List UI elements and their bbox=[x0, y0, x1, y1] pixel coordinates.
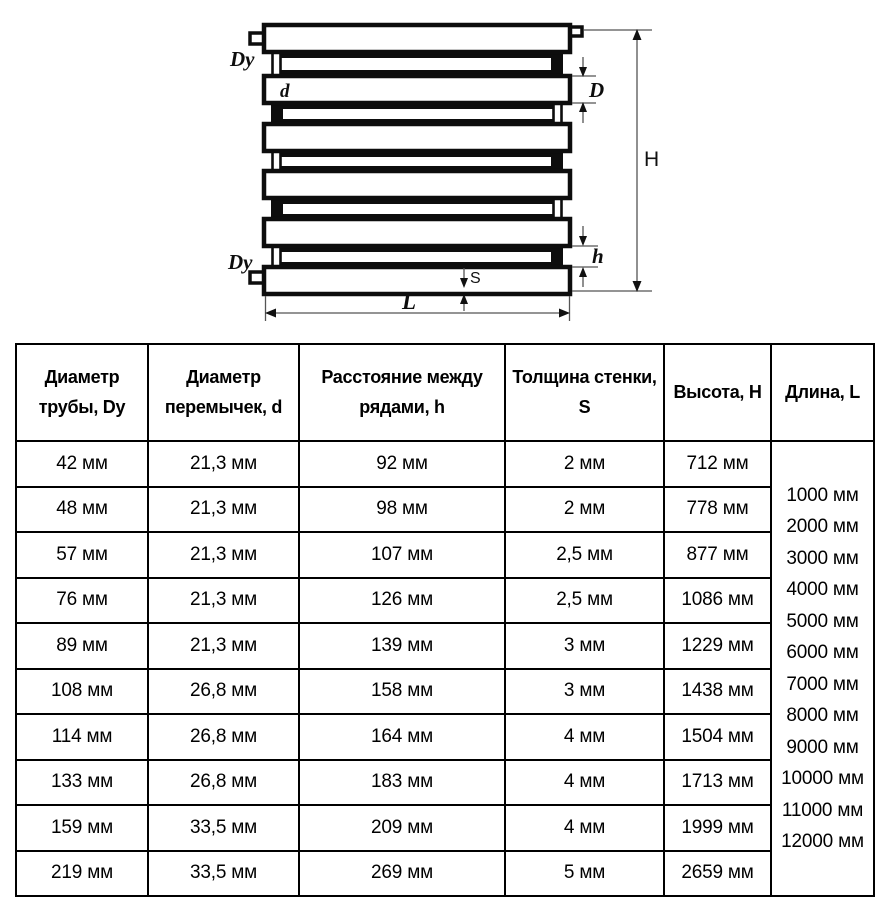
table-row bbox=[16, 851, 874, 897]
table-cell: 4 мм bbox=[505, 760, 664, 806]
header-height: Высота, H bbox=[664, 344, 771, 441]
tube-row bbox=[277, 155, 557, 168]
table-row bbox=[16, 441, 874, 487]
length-value: 4000 мм bbox=[786, 579, 859, 600]
length-column-cell bbox=[771, 441, 874, 896]
register-diagram bbox=[0, 0, 888, 338]
table-row bbox=[16, 805, 874, 851]
table-cell: 33,5 мм bbox=[148, 805, 299, 851]
table-cell: 42 мм bbox=[16, 441, 148, 487]
label-h: h bbox=[592, 244, 604, 268]
table-cell: 1229 мм bbox=[664, 623, 771, 669]
table-cell: 1504 мм bbox=[664, 714, 771, 760]
length-value: 3000 мм bbox=[786, 547, 859, 569]
table-body bbox=[16, 441, 874, 896]
table-cell: 133 мм bbox=[16, 760, 148, 806]
tube-row bbox=[264, 76, 570, 103]
table-cell: 3 мм bbox=[505, 623, 664, 669]
table-cell: 159 мм bbox=[16, 805, 148, 851]
label-L: L bbox=[402, 289, 417, 314]
header-row-spacing: Расстояние между рядами, h bbox=[299, 344, 505, 441]
length-value: 2000 мм bbox=[786, 516, 859, 537]
header-length: Длина, L bbox=[771, 344, 874, 441]
header-jumper-diameter: Диаметр перемычек, d bbox=[148, 344, 299, 441]
table-cell: 2,5 мм bbox=[505, 578, 664, 624]
label-H: H bbox=[644, 148, 660, 171]
tube-row bbox=[277, 250, 557, 264]
length-value: 9000 мм bbox=[786, 736, 859, 758]
label-dy-bottom: Dy bbox=[228, 250, 253, 274]
table-cell: 158 мм bbox=[299, 669, 505, 715]
table-cell: 21,3 мм bbox=[148, 578, 299, 624]
table-cell: 219 мм bbox=[16, 851, 148, 897]
table-cell: 712 мм bbox=[664, 441, 771, 487]
header-wall-thickness: Толщина стенки, S bbox=[505, 344, 664, 441]
table-cell: 778 мм bbox=[664, 487, 771, 533]
table-row bbox=[16, 578, 874, 624]
table-cell: 1438 мм bbox=[664, 669, 771, 715]
table-cell: 183 мм bbox=[299, 760, 505, 806]
table-cell: 164 мм bbox=[299, 714, 505, 760]
label-S: S bbox=[470, 270, 481, 287]
tube-row bbox=[277, 56, 557, 72]
table-cell: 92 мм bbox=[299, 441, 505, 487]
length-value: 8000 мм bbox=[786, 705, 859, 726]
length-value: 10000 мм bbox=[781, 768, 864, 789]
length-value: 5000 мм bbox=[786, 610, 859, 632]
table-cell: 2 мм bbox=[505, 487, 664, 533]
header-pipe-diameter: Диаметр трубы, Dy bbox=[16, 344, 148, 441]
spec-table-header bbox=[16, 344, 874, 441]
length-value: 7000 мм bbox=[786, 673, 859, 695]
length-value: 1000 мм bbox=[786, 484, 859, 506]
table-cell: 26,8 мм bbox=[148, 760, 299, 806]
table-cell: 98 мм bbox=[299, 487, 505, 533]
table-row bbox=[16, 532, 874, 578]
table-cell: 26,8 мм bbox=[148, 669, 299, 715]
table-cell: 21,3 мм bbox=[148, 532, 299, 578]
table-cell: 126 мм bbox=[299, 578, 505, 624]
table-cell: 33,5 мм bbox=[148, 851, 299, 897]
table-cell: 57 мм bbox=[16, 532, 148, 578]
table-row bbox=[16, 714, 874, 760]
length-value: 6000 мм bbox=[786, 642, 859, 663]
table-cell: 76 мм bbox=[16, 578, 148, 624]
table-row bbox=[16, 669, 874, 715]
table-cell: 2 мм bbox=[505, 441, 664, 487]
tube-row bbox=[264, 267, 570, 294]
table-cell: 4 мм bbox=[505, 805, 664, 851]
table-cell: 1999 мм bbox=[664, 805, 771, 851]
length-value: 11000 мм bbox=[781, 799, 864, 821]
table-cell: 107 мм bbox=[299, 532, 505, 578]
table-cell: 3 мм bbox=[505, 669, 664, 715]
table-row bbox=[16, 760, 874, 806]
table-cell: 139 мм bbox=[299, 623, 505, 669]
tube-row bbox=[264, 171, 570, 198]
label-D: D bbox=[589, 78, 605, 102]
register-drawing-svg bbox=[0, 0, 888, 338]
tube-row bbox=[264, 124, 570, 151]
table-cell: 877 мм bbox=[664, 532, 771, 578]
table-cell: 48 мм bbox=[16, 487, 148, 533]
table-cell: 21,3 мм bbox=[148, 487, 299, 533]
table-cell: 89 мм bbox=[16, 623, 148, 669]
table-cell: 209 мм bbox=[299, 805, 505, 851]
table-cell: 114 мм bbox=[16, 714, 148, 760]
table-cell: 26,8 мм bbox=[148, 714, 299, 760]
tube-row bbox=[277, 107, 557, 121]
table-cell: 4 мм bbox=[505, 714, 664, 760]
table-row bbox=[16, 487, 874, 533]
table-cell: 1086 мм bbox=[664, 578, 771, 624]
label-dy-top: Dy bbox=[230, 47, 255, 71]
header-row bbox=[16, 344, 874, 441]
label-d: d bbox=[280, 81, 290, 102]
table-cell: 108 мм bbox=[16, 669, 148, 715]
tube-row bbox=[277, 202, 557, 216]
table-cell: 2659 мм bbox=[664, 851, 771, 897]
table-cell: 21,3 мм bbox=[148, 441, 299, 487]
tube-row bbox=[264, 25, 570, 52]
length-value: 12000 мм bbox=[781, 831, 864, 852]
tube-row bbox=[264, 219, 570, 246]
table-cell: 2,5 мм bbox=[505, 532, 664, 578]
table-cell: 1713 мм bbox=[664, 760, 771, 806]
spec-table bbox=[15, 343, 875, 897]
table-row bbox=[16, 623, 874, 669]
table-cell: 21,3 мм bbox=[148, 623, 299, 669]
table-cell: 269 мм bbox=[299, 851, 505, 897]
table-cell: 5 мм bbox=[505, 851, 664, 897]
